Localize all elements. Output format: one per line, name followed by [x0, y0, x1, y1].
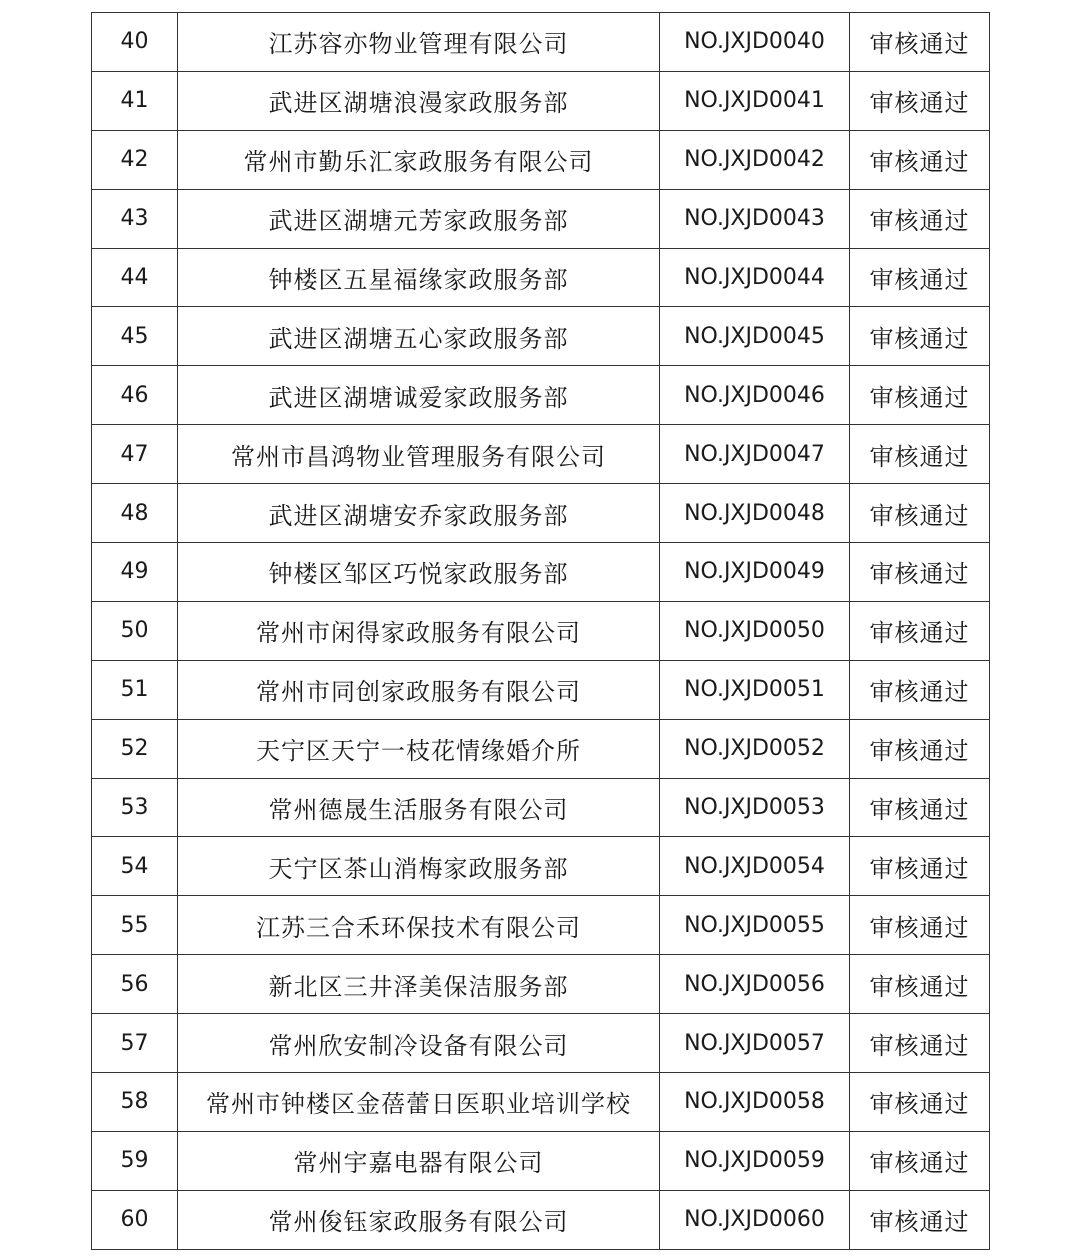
certificate-code: NO.JXJD0054: [660, 837, 850, 896]
company-name: 常州市钟楼区金蓓蕾日医职业培训学校: [178, 1073, 660, 1132]
row-number: 54: [92, 837, 178, 896]
row-number: 53: [92, 778, 178, 837]
row-number: 51: [92, 660, 178, 719]
company-name: 常州市闲得家政服务有限公司: [178, 601, 660, 660]
certificate-code: NO.JXJD0053: [660, 778, 850, 837]
review-status: 审核通过: [850, 425, 990, 484]
company-name: 江苏三合禾环保技术有限公司: [178, 896, 660, 955]
row-number: 55: [92, 896, 178, 955]
company-name: 江苏容亦物业管理有限公司: [178, 13, 660, 72]
certificate-code: NO.JXJD0051: [660, 660, 850, 719]
certificate-code: NO.JXJD0049: [660, 543, 850, 602]
certificate-code: NO.JXJD0052: [660, 719, 850, 778]
company-name: 常州宇嘉电器有限公司: [178, 1131, 660, 1190]
company-name: 武进区湖塘安乔家政服务部: [178, 484, 660, 543]
table-row: [92, 719, 990, 778]
row-number: 46: [92, 366, 178, 425]
row-number: 56: [92, 955, 178, 1014]
certificate-code: NO.JXJD0047: [660, 425, 850, 484]
company-name: 武进区湖塘诚爱家政服务部: [178, 366, 660, 425]
row-number: 58: [92, 1073, 178, 1132]
table-body: [92, 13, 990, 1250]
row-number: 42: [92, 130, 178, 189]
review-status: 审核通过: [850, 778, 990, 837]
row-number: 48: [92, 484, 178, 543]
table-row: [92, 189, 990, 248]
review-status: 审核通过: [850, 837, 990, 896]
certificate-code: NO.JXJD0048: [660, 484, 850, 543]
review-status: 审核通过: [850, 1131, 990, 1190]
table-row: [92, 484, 990, 543]
row-number: 44: [92, 248, 178, 307]
company-name: 常州市勤乐汇家政服务有限公司: [178, 130, 660, 189]
certificate-code: NO.JXJD0055: [660, 896, 850, 955]
review-status: 审核通过: [850, 955, 990, 1014]
review-status: 审核通过: [850, 189, 990, 248]
review-status: 审核通过: [850, 1073, 990, 1132]
review-status: 审核通过: [850, 1014, 990, 1073]
row-number: 40: [92, 13, 178, 72]
row-number: 57: [92, 1014, 178, 1073]
certificate-code: NO.JXJD0060: [660, 1190, 850, 1249]
table-row: [92, 13, 990, 72]
company-name: 常州德晟生活服务有限公司: [178, 778, 660, 837]
review-status: 审核通过: [850, 307, 990, 366]
table-row: [92, 896, 990, 955]
certificate-code: NO.JXJD0042: [660, 130, 850, 189]
row-number: 60: [92, 1190, 178, 1249]
table-row: [92, 955, 990, 1014]
company-name: 武进区湖塘浪漫家政服务部: [178, 71, 660, 130]
company-name: 武进区湖塘元芳家政服务部: [178, 189, 660, 248]
review-status: 审核通过: [850, 1190, 990, 1249]
table-row: [92, 248, 990, 307]
company-name: 常州市同创家政服务有限公司: [178, 660, 660, 719]
row-number: 41: [92, 71, 178, 130]
review-status: 审核通过: [850, 896, 990, 955]
certificate-code: NO.JXJD0045: [660, 307, 850, 366]
company-name: 天宁区天宁一枝花情缘婚介所: [178, 719, 660, 778]
certificate-code: NO.JXJD0046: [660, 366, 850, 425]
review-status: 审核通过: [850, 248, 990, 307]
review-status: 审核通过: [850, 13, 990, 72]
certificate-code: NO.JXJD0059: [660, 1131, 850, 1190]
certificate-code: NO.JXJD0050: [660, 601, 850, 660]
table-row: [92, 1073, 990, 1132]
row-number: 59: [92, 1131, 178, 1190]
review-status: 审核通过: [850, 543, 990, 602]
company-name: 钟楼区五星福缘家政服务部: [178, 248, 660, 307]
table-row: [92, 543, 990, 602]
certificate-code: NO.JXJD0041: [660, 71, 850, 130]
table-row: [92, 130, 990, 189]
review-status: 审核通过: [850, 366, 990, 425]
row-number: 47: [92, 425, 178, 484]
company-name: 常州欣安制冷设备有限公司: [178, 1014, 660, 1073]
row-number: 49: [92, 543, 178, 602]
row-number: 52: [92, 719, 178, 778]
row-number: 50: [92, 601, 178, 660]
certificate-code: NO.JXJD0043: [660, 189, 850, 248]
row-number: 45: [92, 307, 178, 366]
table-row: [92, 660, 990, 719]
row-number: 43: [92, 189, 178, 248]
certificate-code: NO.JXJD0040: [660, 13, 850, 72]
registration-table: [91, 12, 990, 1250]
table-row: [92, 601, 990, 660]
company-name: 武进区湖塘五心家政服务部: [178, 307, 660, 366]
certificate-code: NO.JXJD0056: [660, 955, 850, 1014]
table-row: [92, 837, 990, 896]
table-row: [92, 1131, 990, 1190]
review-status: 审核通过: [850, 484, 990, 543]
company-name: 钟楼区邹区巧悦家政服务部: [178, 543, 660, 602]
company-name: 天宁区茶山消梅家政服务部: [178, 837, 660, 896]
certificate-code: NO.JXJD0058: [660, 1073, 850, 1132]
table-row: [92, 1190, 990, 1249]
certificate-code: NO.JXJD0057: [660, 1014, 850, 1073]
table-row: [92, 71, 990, 130]
table-row: [92, 366, 990, 425]
review-status: 审核通过: [850, 660, 990, 719]
company-name: 常州市昌鸿物业管理服务有限公司: [178, 425, 660, 484]
table-row: [92, 425, 990, 484]
table-row: [92, 307, 990, 366]
table-row: [92, 778, 990, 837]
review-status: 审核通过: [850, 601, 990, 660]
review-status: 审核通过: [850, 719, 990, 778]
company-name: 新北区三井泽美保洁服务部: [178, 955, 660, 1014]
review-status: 审核通过: [850, 130, 990, 189]
certificate-code: NO.JXJD0044: [660, 248, 850, 307]
review-status: 审核通过: [850, 71, 990, 130]
table-row: [92, 1014, 990, 1073]
company-name: 常州俊钰家政服务有限公司: [178, 1190, 660, 1249]
